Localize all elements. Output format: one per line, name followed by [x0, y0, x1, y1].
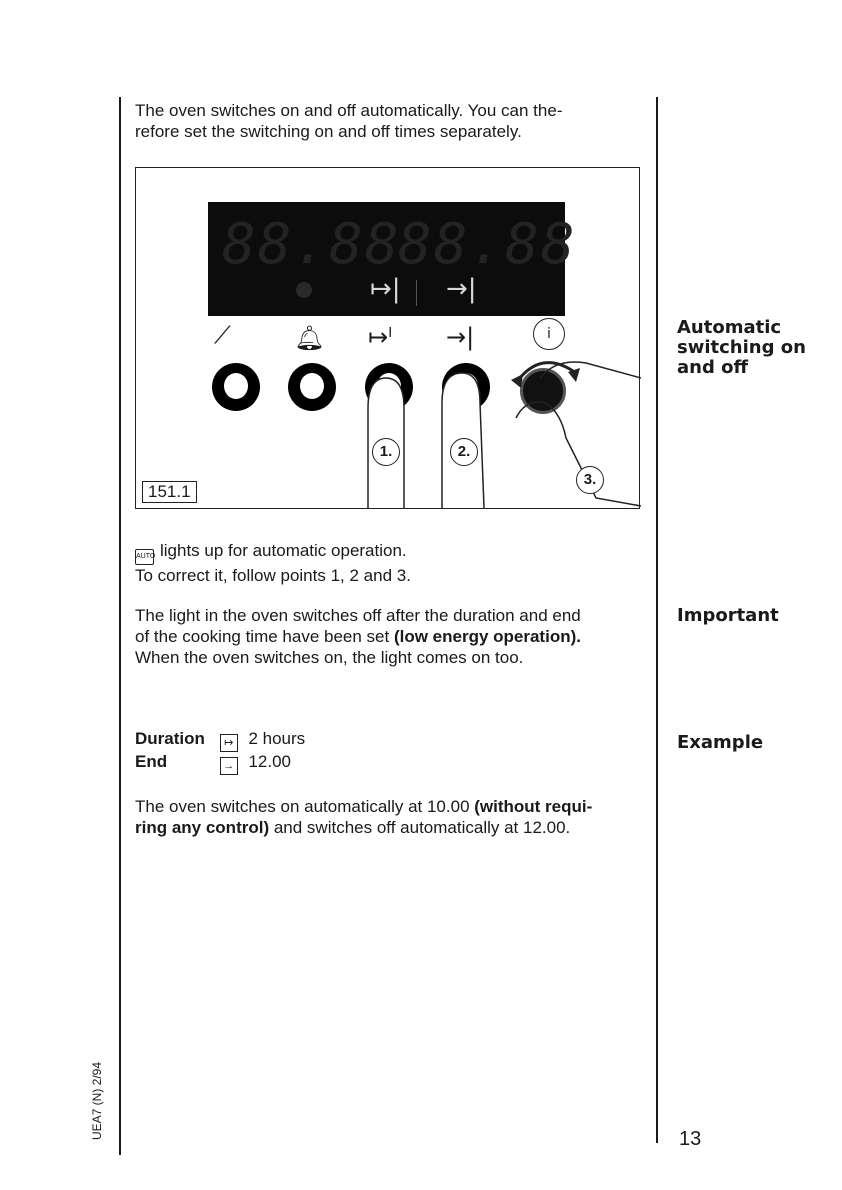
knob-icon: i — [533, 318, 565, 350]
light-note-line-2: of the cooking time have been set — [135, 627, 394, 646]
light-note-line-1: The light in the oven switches off after the duration and end — [135, 606, 581, 625]
step-2-marker: 2. — [450, 438, 478, 466]
page-number: 13 — [679, 1128, 702, 1150]
duration-box-icon: ↦ — [220, 734, 238, 752]
control-panel-figure — [135, 167, 640, 509]
important-heading: Important — [677, 605, 779, 626]
automatic-heading — [677, 318, 806, 378]
display-left-digits: 88.88 — [222, 212, 401, 277]
end-box-icon: → — [220, 757, 238, 775]
example-heading: Example — [677, 732, 764, 753]
example-summary — [135, 796, 592, 838]
end-symbol-icon: →| — [446, 274, 477, 304]
summary-line-1: The oven switches on automatically at 10.00 — [135, 797, 475, 816]
left-margin-rule — [119, 97, 121, 1155]
duration-value: 2 hours — [248, 729, 306, 748]
step-1-marker: 1. — [372, 438, 400, 466]
display-right-digits: 88.88 — [398, 212, 577, 277]
end-value: 12.00 — [248, 752, 292, 771]
bell-icon: 🔔︎ — [294, 324, 325, 352]
probe-icon: ⟋ — [214, 321, 231, 349]
summary-line-2-bold: ring any control) — [135, 818, 270, 837]
example-settings — [135, 729, 305, 775]
auto-note-line-1: lights up for automatic operation. — [160, 541, 407, 560]
figure-label: 151.1 — [142, 481, 197, 503]
automatic-heading-line-2: switching on — [677, 337, 806, 358]
end-label: End — [135, 752, 168, 771]
duration-icon: ↦ˡ — [368, 323, 393, 351]
duration-label: Duration — [135, 729, 205, 748]
duration-symbol-icon: ↦| — [370, 274, 401, 304]
document-code: UEA7 (N) 2/94 — [90, 1061, 104, 1140]
auto-note — [135, 540, 411, 586]
right-margin-rule — [656, 97, 658, 1143]
auto-note-line-2: To correct it, follow points 1, 2 and 3. — [135, 566, 411, 585]
automatic-heading-line-1: Automatic — [677, 317, 782, 338]
intro-paragraph — [135, 100, 562, 142]
intro-line-2: refore set the switching on and off times separately. — [135, 122, 522, 141]
summary-line-1-bold: (without requi- — [474, 797, 593, 816]
end-icon: →| — [446, 323, 475, 351]
automatic-heading-line-3: and off — [677, 357, 749, 378]
end-row — [135, 752, 305, 775]
auto-indicator-icon: AUTO — [135, 549, 154, 565]
duration-row — [135, 729, 305, 752]
light-note — [135, 605, 581, 668]
summary-line-2: and switches off automatically at 12.00. — [269, 818, 571, 837]
step-3-marker: 3. — [576, 466, 604, 494]
light-note-line-2-bold: (low energy operation). — [393, 627, 581, 646]
intro-line-1: The oven switches on and off automatically. You can the- — [135, 101, 563, 120]
light-note-line-3: When the oven switches on, the light comes on too. — [135, 648, 524, 667]
